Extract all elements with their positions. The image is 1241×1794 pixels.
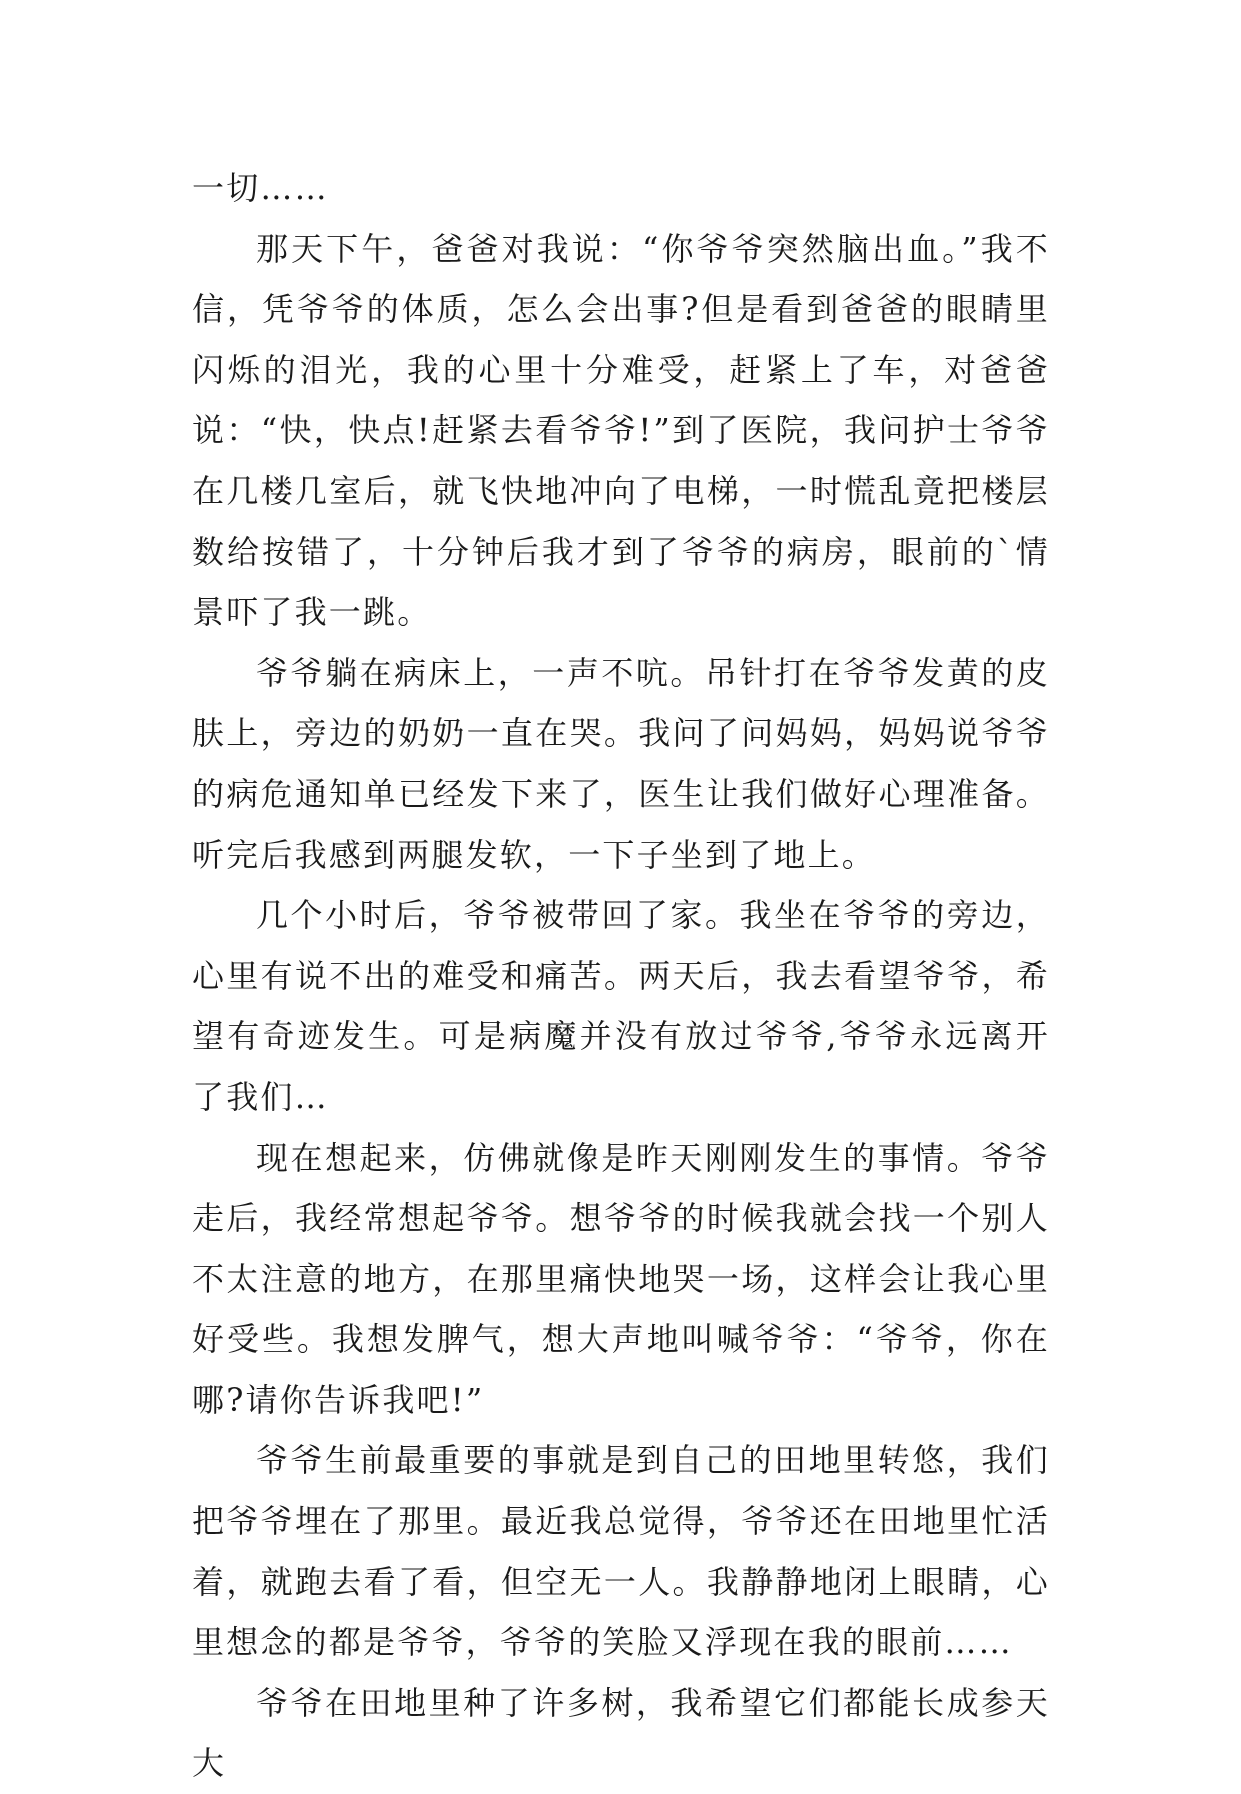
paragraph-fields: 爷爷生前最重要的事就是到自己的田地里转悠，我们把爷爷埋在了那里。最近我总觉得，爷爷还在田地里忙活着，就跑去看了看，但空无一人。我静静地闭上眼睛，心里想念的都是爷爷，爷爷的笑脸又浮现在我的眼前…… <box>192 1441 1050 1662</box>
article-body <box>192 158 1050 1794</box>
paragraph-continuation: 一切…… <box>192 169 329 207</box>
paragraph-return-home: 几个小时后，爷爷被带回了家。我坐在爷爷的旁边，心里有说不出的难受和痛苦。两天后，我去看望爷爷，希望有奇迹发生。可是病魔并没有放过爷爷,爷爷永远离开了我们… <box>192 896 1050 1116</box>
paragraph-hospital-news: 那天下午，爸爸对我说：“你爷爷突然脑出血。”我不信，凭爷爷的体质，怎么会出事?但是看到爸爸的眼睛里闪烁的泪光，我的心里十分难受，赶紧上了车，对爸爸说：“快，快点!赶紧去看爷爷!”到了医院，我问护士爷爷在几楼几室后，就飞快地冲向了电梯，一时慌乱竟把楼层数给按错了，十分钟后我才到了爷爷的病房，眼前的`情景吓了我一跳。 <box>192 229 1050 632</box>
paragraph-hospital-bed: 爷爷躺在病床上，一声不吭。吊针打在爷爷发黄的皮肤上，旁边的奶奶一直在哭。我问了问妈妈，妈妈说爷爷的病危通知单已经发下来了，医生让我们做好心理准备。听完后我感到两腿发软，一下子坐到了地上。 <box>192 653 1050 874</box>
paragraph-memories: 现在想起来，仿佛就像是昨天刚刚发生的事情。爷爷走后，我经常想起爷爷。想爷爷的时候我就会找一个别人不太注意的地方，在那里痛快地哭一场，这样会让我心里好受些。我想发脾气，想大声地叫喊爷爷：“爷爷，你在哪?请你告诉我吧!” <box>192 1138 1050 1419</box>
paragraph-trees: 爷爷在田地里种了许多树，我希望它们都能长成参天大 <box>192 1683 1050 1783</box>
